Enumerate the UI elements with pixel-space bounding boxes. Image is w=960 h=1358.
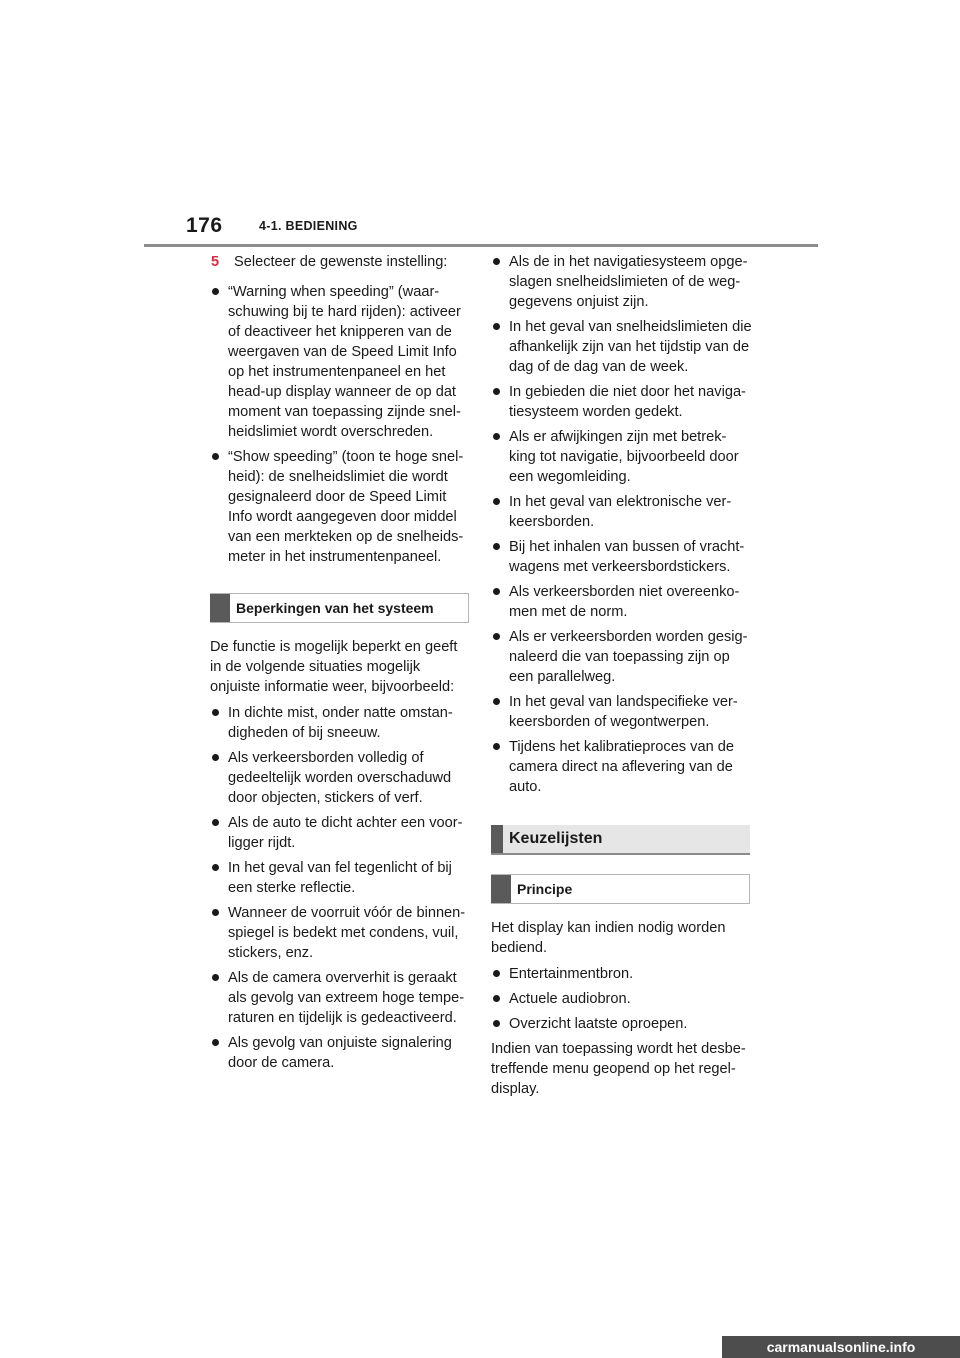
list-item <box>210 703 472 743</box>
list-item <box>491 492 753 532</box>
list-item <box>491 537 753 577</box>
list-item-text: Wanneer de voorruit vóór de binnen-spiegel is bedekt met condens, vuil, stickers, enz. <box>228 905 466 961</box>
list-item-text: Bij het inhalen van bussen of vracht-wagens met verkeersbordstickers. <box>509 539 745 575</box>
list-item-text: “Warning when speeding” (waar-schuwing bij te hard rijden): activeer of deactiveer het knipperen van de weergaven van de Speed Limit Info op het instrumentenpaneel en het head-up display wanneer de op dat moment van toepassing zijnde snel-heidslimiet wordt overschreden. <box>228 284 461 440</box>
heading-marker <box>210 594 230 622</box>
bullet-icon <box>212 974 219 981</box>
list-item-text: Als er afwijkingen zijn met betrek-king tot navigatie, bijvoorbeeld door een wegomleiding. <box>509 429 739 485</box>
list-item <box>491 252 753 312</box>
step-text: Selecteer de gewenste instelling: <box>234 254 448 270</box>
list-item <box>491 692 753 732</box>
list-item <box>491 964 753 984</box>
bullet-icon <box>493 970 500 977</box>
list-item-text: In het geval van elektronische ver-keersborden. <box>509 494 732 530</box>
list-item <box>210 903 472 963</box>
principle-intro: Het display kan indien nodig worden bediend. <box>491 920 726 956</box>
list-item-text: Als de in het navigatiesysteem opge-slagen snelheidslimieten of de weg-gegevens onjuist zijn. <box>509 254 748 310</box>
bullet-icon <box>493 743 500 750</box>
list-item <box>491 382 753 422</box>
list-item <box>210 1033 472 1073</box>
bullet-icon <box>493 433 500 440</box>
bullet-icon <box>493 543 500 550</box>
page-number: 176 <box>186 214 223 237</box>
list-item <box>210 858 472 898</box>
list-item-text: Als de camera oververhit is geraakt als gevolg van extreem hoge tempe-raturen en tijdelijk is gedeactiveerd. <box>228 970 465 1026</box>
step-number: 5 <box>211 254 220 270</box>
list-item-text: In het geval van landspecifieke ver-keersborden of wegontwerpen. <box>509 694 738 730</box>
list-item-text: Als verkeersborden niet overeenko-men met de norm. <box>509 584 740 620</box>
list-item-text: Als gevolg van onjuiste signalering door de camera. <box>228 1035 452 1071</box>
list-item-text: In het geval van snelheidslimieten die afhankelijk zijn van het tijdstip van de dag of de dag van de week. <box>509 319 752 375</box>
heading-marker <box>491 875 511 903</box>
step-item <box>210 252 472 272</box>
list-item <box>210 748 472 808</box>
chapter-title: 4-1. BEDIENING <box>259 219 358 233</box>
list-item <box>210 813 472 853</box>
bullet-icon <box>493 258 500 265</box>
list-item-text: Actuele audiobron. <box>509 991 631 1007</box>
principle-heading-box <box>491 874 750 904</box>
list-item-text: Tijdens het kalibratieproces van de camera direct na aflevering van de auto. <box>509 739 734 795</box>
bullet-icon <box>212 288 219 295</box>
list-item-text: In het geval van fel tegenlicht of bij een sterke reflectie. <box>228 860 452 896</box>
list-item <box>491 1014 753 1034</box>
list-item-text: Overzicht laatste oproepen. <box>509 1016 688 1032</box>
bullet-icon <box>493 323 500 330</box>
watermark: carmanualsonline.info <box>722 1336 960 1358</box>
limits-intro: De functie is mogelijk beperkt en geeft in de volgende situaties mogelijk onjuiste informatie weer, bijvoorbeeld: <box>210 639 458 695</box>
list-item <box>210 447 472 567</box>
list-item-text: Als de auto te dicht achter een voor-ligger rijdt. <box>228 815 463 851</box>
principle-outro: Indien van toepassing wordt het desbe-treffende menu geopend op het regel-display. <box>491 1041 746 1097</box>
bullet-icon <box>493 633 500 640</box>
bullet-icon <box>212 453 219 460</box>
list-item <box>491 737 753 797</box>
bullet-icon <box>493 498 500 505</box>
list-item <box>491 427 753 487</box>
bullet-icon <box>212 909 219 916</box>
list-item <box>210 968 472 1028</box>
list-item-text: Entertainmentbron. <box>509 966 634 982</box>
bullet-icon <box>212 1039 219 1046</box>
section-heading-box <box>491 825 750 855</box>
heading-marker <box>491 825 503 853</box>
bullet-icon <box>212 754 219 761</box>
bullet-icon <box>493 1020 500 1027</box>
list-item <box>491 627 753 687</box>
bullet-icon <box>493 995 500 1002</box>
list-item <box>491 582 753 622</box>
list-item-text: Als er verkeersborden worden gesig-naleerd die van toepassing zijn op een parallelweg. <box>509 629 748 685</box>
right-column <box>491 252 753 1105</box>
bullet-icon <box>212 864 219 871</box>
limits-heading-box <box>210 593 469 623</box>
bullet-icon <box>212 819 219 826</box>
list-item <box>210 282 472 442</box>
list-item-text: “Show speeding” (toon te hoge snel-heid): de snelheidslimiet die wordt gesignaleerd door de Speed Limit Info wordt aangegeven door middel van een merkteken op de snelheids-meter in het instrumentenpaneel. <box>228 449 464 565</box>
list-item-text: Als verkeersborden volledig of gedeeltelijk worden overschaduwd door objecten, stickers of verf. <box>228 750 452 806</box>
list-item-text: In dichte mist, onder natte omstan-digheden of bij sneeuw. <box>228 705 453 741</box>
limits-heading: Beperkingen van het systeem <box>236 600 434 616</box>
bullet-icon <box>493 588 500 595</box>
list-item <box>491 989 753 1009</box>
left-column <box>210 252 472 1078</box>
header-divider <box>144 244 818 247</box>
list-item-text: In gebieden die niet door het naviga-tiesysteem worden gedekt. <box>509 384 746 420</box>
bullet-icon <box>212 709 219 716</box>
bullet-icon <box>493 388 500 395</box>
principle-heading: Principe <box>517 881 573 897</box>
section-heading: Keuzelijsten <box>509 830 603 847</box>
bullet-icon <box>493 698 500 705</box>
list-item <box>491 317 753 377</box>
